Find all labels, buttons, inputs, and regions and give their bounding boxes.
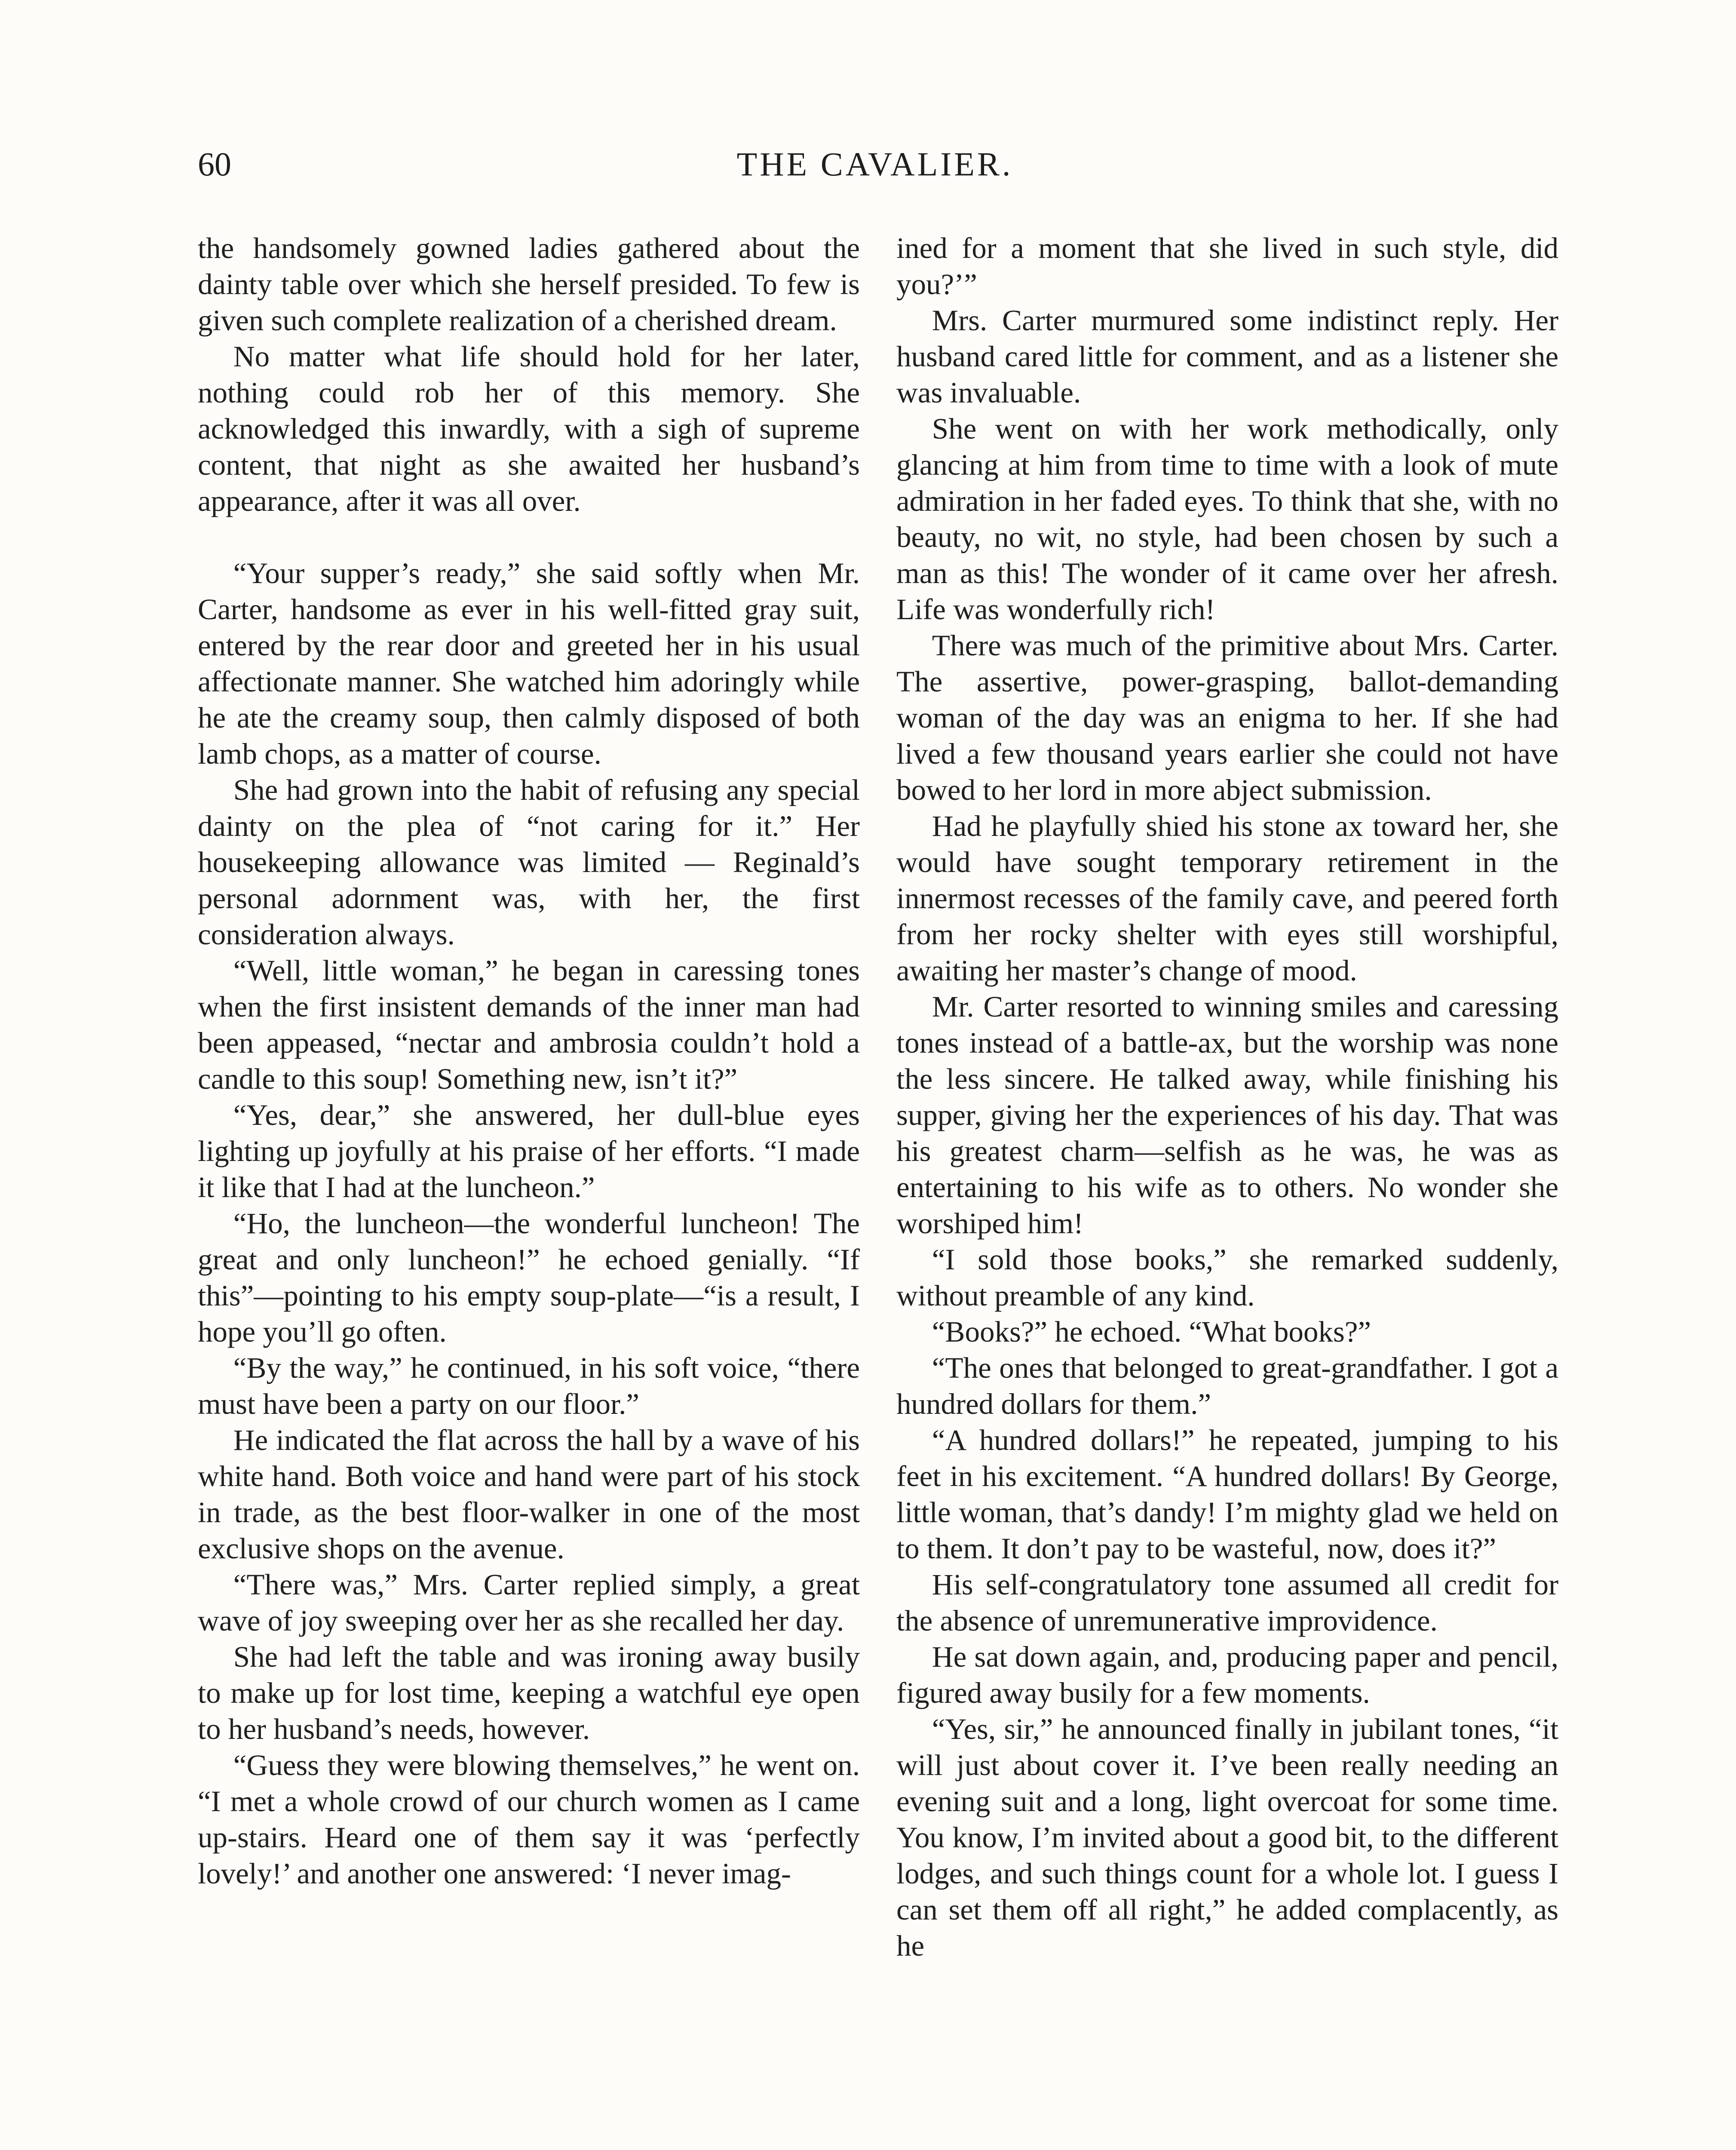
- running-title: THE CAVALIER.: [736, 145, 1013, 183]
- paragraph: There was much of the primitive about Mrs. Carter. The assertive, power-grasping, ballot-demanding woman of the day was an enigma to her. If she had lived a few thousand years earlier she could not have bowed to her lord in more abject submission.: [896, 629, 1558, 806]
- left-text-column: [198, 230, 860, 1892]
- paragraph: Mrs. Carter murmured some indistinct reply. Her husband cared little for comment, and as a listener she was invaluable.: [896, 304, 1558, 409]
- paragraph: She had grown into the habit of refusing any special dainty on the plea of “not caring for it.” Her housekeeping allowance was limited — Reginald’s personal adornment was, with her, the first consideration always.: [198, 774, 860, 951]
- page-header: [198, 138, 1552, 203]
- paragraph: the handsomely gowned ladies gathered about the dainty table over which she herself presided. To few is given such complete realization of a cherished dream.: [198, 232, 860, 337]
- paragraph: She had left the table and was ironing away busily to make up for lost time, keeping a watchful eye open to her husband’s needs, however.: [198, 1640, 860, 1745]
- paragraph: No matter what life should hold for her later, nothing could rob her of this memory. She acknowledged this inwardly, with a sigh of supreme content, that night as she awaited her husband’s appearance, after it was all over.: [198, 340, 860, 517]
- paragraph: “A hundred dollars!” he repeated, jumping to his feet in his excitement. “A hundred dollars! By George, little woman, that’s dandy! I’m mighty glad we held on to them. It don’t pay to be wasteful, now, does it?”: [896, 1424, 1558, 1565]
- paragraph: “Your supper’s ready,” she said softly when Mr. Carter, handsome as ever in his well-fitted gray suit, entered by the rear door and greeted her in his usual affectionate manner. She watched him adoringly while he ate the creamy soup, then calmly disposed of both lamb chops, as a matter of course.: [198, 557, 860, 770]
- paragraph: “I sold those books,” she remarked suddenly, without preamble of any kind.: [896, 1243, 1558, 1312]
- paragraph: “Ho, the luncheon—the wonderful luncheon! The great and only luncheon!” he echoed genially. “If this”—pointing to his empty soup-plate—“is a result, I hope you’ll go often.: [198, 1207, 860, 1348]
- paragraph: He sat down again, and, producing paper and pencil, figured away busily for a few moments.: [896, 1640, 1558, 1709]
- paragraph: He indicated the flat across the hall by a wave of his white hand. Both voice and hand were part of his stock in trade, as the best floor-walker in one of the most exclusive shops on the avenue.: [198, 1424, 860, 1565]
- paragraph: His self-congratulatory tone assumed all credit for the absence of unremunerative improvidence.: [896, 1568, 1558, 1637]
- paragraph: Mr. Carter resorted to winning smiles and caressing tones instead of a battle-ax, but the worship was none the less sincere. He talked away, while finishing his supper, giving her the experiences of his day. That was his greatest charm—selfish as he was, he was as entertaining to his wife as to others. No wonder she worshiped him!: [896, 990, 1558, 1240]
- paragraph: ined for a moment that she lived in such style, did you?’”: [896, 232, 1558, 301]
- paragraph: “Guess they were blowing themselves,” he went on. “I met a whole crowd of our church women as I came up-stairs. Heard one of them say it was ‘perfectly lovely!’ and another one answered: ‘I never imag-: [198, 1749, 860, 1890]
- paragraph: “Yes, sir,” he announced finally in jubilant tones, “it will just about cover it. I’ve been really needing an evening suit and a long, light overcoat for some time. You know, I’m invited about a good bit, to the different lodges, and such things count for a whole lot. I guess I can set them off all right,” he added complacently, as he: [896, 1713, 1558, 1962]
- paragraph: “The ones that belonged to great-grandfather. I got a hundred dollars for them.”: [896, 1351, 1558, 1420]
- right-text-column: [896, 230, 1558, 1964]
- page-number: 60: [198, 145, 231, 183]
- paragraph: “Books?” he echoed. “What books?”: [932, 1315, 1371, 1348]
- paragraph: “Well, little woman,” he began in caressing tones when the first insistent demands of the inner man had been appeased, “nectar and ambrosia couldn’t hold a candle to this soup! Something new, isn’t it?”: [198, 954, 860, 1095]
- paragraph: She went on with her work methodically, only glancing at him from time to time with a look of mute admiration in her faded eyes. To think that she, with no beauty, no wit, no style, had been chosen by such a man as this! The wonder of it came over her afresh. Life was wonderfully rich!: [896, 412, 1558, 626]
- paragraph: “Yes, dear,” she answered, her dull-blue eyes lighting up joyfully at his praise of her efforts. “I made it like that I had at the luncheon.”: [198, 1099, 860, 1204]
- paragraph: “By the way,” he continued, in his soft voice, “there must have been a party on our floor.”: [198, 1351, 860, 1420]
- paragraph: “There was,” Mrs. Carter replied simply, a great wave of joy sweeping over her as she recalled her day.: [198, 1568, 860, 1637]
- paragraph: Had he playfully shied his stone ax toward her, she would have sought temporary retirement in the innermost recesses of the family cave, and peered forth from her rocky shelter with eyes still worshipful, awaiting her master’s change of mood.: [896, 810, 1558, 987]
